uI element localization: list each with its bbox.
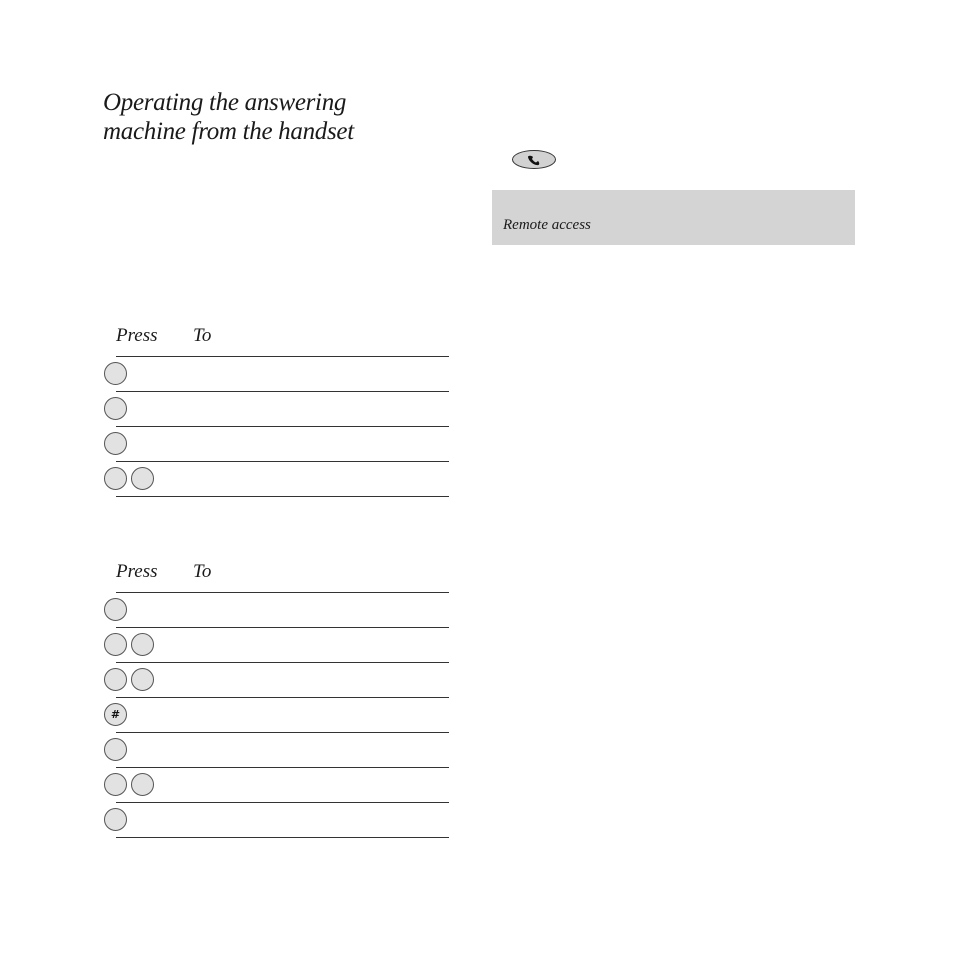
table-row [116, 803, 449, 838]
header-to: To [193, 561, 212, 582]
table-row [110, 698, 449, 733]
header-to: To [193, 325, 212, 346]
key-table-2 [104, 561, 449, 838]
keypad-key-icon [104, 362, 127, 385]
table-header [116, 561, 449, 593]
row-keys [104, 598, 127, 621]
keypad-key-icon [131, 467, 154, 490]
title-line-1: Operating the answering [103, 89, 347, 116]
row-keys [104, 773, 154, 796]
key-table-1 [104, 325, 449, 497]
keypad-key-icon [104, 397, 127, 420]
handset-button[interactable] [512, 150, 556, 169]
table-header [116, 325, 449, 357]
table-row [116, 462, 449, 497]
keypad-key-icon [104, 598, 127, 621]
table-row [116, 392, 449, 427]
table-row [116, 663, 449, 698]
table-row [116, 768, 449, 803]
keypad-key-icon [131, 668, 154, 691]
table-row [116, 357, 449, 392]
header-press: Press [116, 325, 158, 346]
keypad-key-icon [104, 633, 127, 656]
keypad-key-icon [104, 432, 127, 455]
title-line-2: machine from the handset [103, 118, 354, 145]
page-title [103, 88, 354, 146]
keypad-key-icon [104, 808, 127, 831]
row-keys [104, 397, 127, 420]
keypad-key-icon [131, 633, 154, 656]
keypad-key-icon [104, 773, 127, 796]
row-keys [104, 633, 154, 656]
row-keys [104, 362, 127, 385]
keypad-key-icon [131, 773, 154, 796]
handset-icon [525, 154, 543, 166]
table-row [116, 427, 449, 462]
keypad-key-icon [104, 467, 127, 490]
row-keys [104, 703, 127, 726]
table-row [116, 733, 449, 768]
remote-access-label: Remote access [503, 217, 591, 233]
keypad-key-icon [104, 668, 127, 691]
row-keys [104, 808, 127, 831]
table-row [116, 628, 449, 663]
remote-access-box [492, 190, 855, 245]
row-keys [104, 668, 154, 691]
row-keys [104, 467, 154, 490]
header-press: Press [116, 561, 158, 582]
keypad-key-icon [104, 738, 127, 761]
hash-key-icon: # [104, 703, 127, 726]
row-keys [104, 738, 127, 761]
row-keys [104, 432, 127, 455]
table-row [116, 593, 449, 628]
